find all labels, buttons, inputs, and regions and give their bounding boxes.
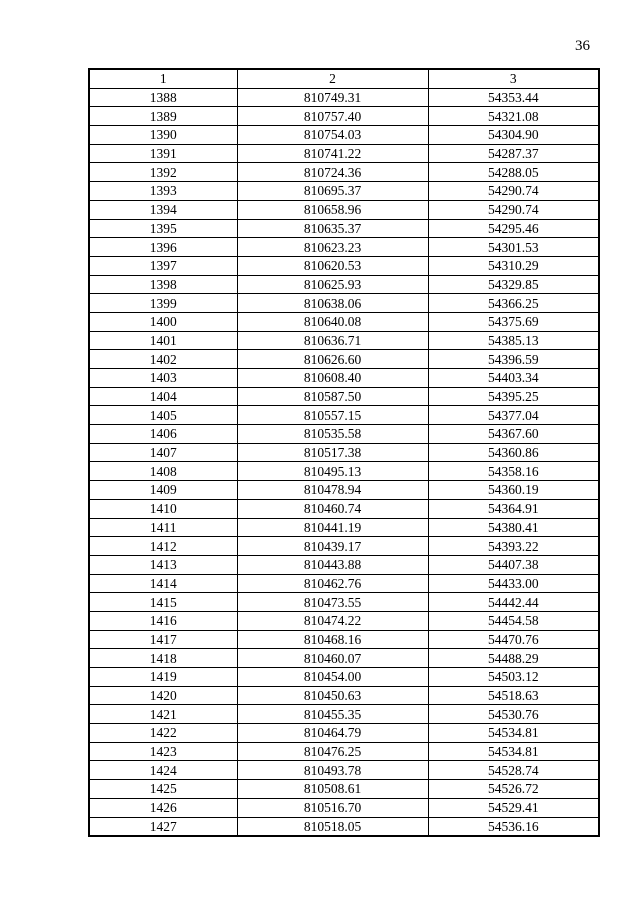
y-coordinate-cell: 54377.04 bbox=[428, 406, 599, 425]
x-coordinate-cell: 810620.53 bbox=[237, 256, 428, 275]
point-number-cell: 1408 bbox=[89, 462, 237, 481]
x-coordinate-cell: 810476.25 bbox=[237, 742, 428, 761]
y-coordinate-cell: 54329.85 bbox=[428, 275, 599, 294]
table-row bbox=[89, 406, 599, 425]
y-coordinate-cell: 54403.34 bbox=[428, 369, 599, 388]
x-coordinate-cell: 810638.06 bbox=[237, 294, 428, 313]
table-row bbox=[89, 369, 599, 388]
point-number-cell: 1398 bbox=[89, 275, 237, 294]
y-coordinate-cell: 54310.29 bbox=[428, 256, 599, 275]
table-row bbox=[89, 163, 599, 182]
y-coordinate-cell: 54358.16 bbox=[428, 462, 599, 481]
point-number-cell: 1422 bbox=[89, 724, 237, 743]
x-coordinate-cell: 810623.23 bbox=[237, 238, 428, 257]
table-row bbox=[89, 219, 599, 238]
table-row bbox=[89, 686, 599, 705]
table-row bbox=[89, 574, 599, 593]
x-coordinate-cell: 810474.22 bbox=[237, 611, 428, 630]
point-number-cell: 1418 bbox=[89, 649, 237, 668]
table-row bbox=[89, 182, 599, 201]
y-coordinate-cell: 54360.19 bbox=[428, 481, 599, 500]
point-number-cell: 1417 bbox=[89, 630, 237, 649]
table-row bbox=[89, 462, 599, 481]
y-coordinate-cell: 54385.13 bbox=[428, 331, 599, 350]
y-coordinate-cell: 54454.58 bbox=[428, 611, 599, 630]
table-row bbox=[89, 200, 599, 219]
y-coordinate-cell: 54288.05 bbox=[428, 163, 599, 182]
point-number-cell: 1421 bbox=[89, 705, 237, 724]
y-coordinate-cell: 54488.29 bbox=[428, 649, 599, 668]
point-number-cell: 1413 bbox=[89, 555, 237, 574]
column-header: 1 bbox=[89, 69, 237, 88]
point-number-cell: 1396 bbox=[89, 238, 237, 257]
point-number-cell: 1397 bbox=[89, 256, 237, 275]
y-coordinate-cell: 54287.37 bbox=[428, 144, 599, 163]
x-coordinate-cell: 810455.35 bbox=[237, 705, 428, 724]
y-coordinate-cell: 54526.72 bbox=[428, 780, 599, 799]
y-coordinate-cell: 54534.81 bbox=[428, 724, 599, 743]
x-coordinate-cell: 810757.40 bbox=[237, 107, 428, 126]
y-coordinate-cell: 54534.81 bbox=[428, 742, 599, 761]
table-row bbox=[89, 425, 599, 444]
x-coordinate-cell: 810741.22 bbox=[237, 144, 428, 163]
coordinates-table bbox=[88, 68, 600, 837]
table-row bbox=[89, 499, 599, 518]
table-row bbox=[89, 798, 599, 817]
y-coordinate-cell: 54380.41 bbox=[428, 518, 599, 537]
x-coordinate-cell: 810462.76 bbox=[237, 574, 428, 593]
point-number-cell: 1400 bbox=[89, 312, 237, 331]
x-coordinate-cell: 810724.36 bbox=[237, 163, 428, 182]
y-coordinate-cell: 54442.44 bbox=[428, 593, 599, 612]
table-row bbox=[89, 126, 599, 145]
y-coordinate-cell: 54375.69 bbox=[428, 312, 599, 331]
table-row bbox=[89, 724, 599, 743]
point-number-cell: 1425 bbox=[89, 780, 237, 799]
x-coordinate-cell: 810468.16 bbox=[237, 630, 428, 649]
x-coordinate-cell: 810626.60 bbox=[237, 350, 428, 369]
x-coordinate-cell: 810460.74 bbox=[237, 499, 428, 518]
point-number-cell: 1424 bbox=[89, 761, 237, 780]
point-number-cell: 1402 bbox=[89, 350, 237, 369]
column-header: 3 bbox=[428, 69, 599, 88]
table-row bbox=[89, 387, 599, 406]
point-number-cell: 1403 bbox=[89, 369, 237, 388]
y-coordinate-cell: 54301.53 bbox=[428, 238, 599, 257]
table-row bbox=[89, 481, 599, 500]
point-number-cell: 1416 bbox=[89, 611, 237, 630]
point-number-cell: 1392 bbox=[89, 163, 237, 182]
table-row bbox=[89, 705, 599, 724]
y-coordinate-cell: 54528.74 bbox=[428, 761, 599, 780]
point-number-cell: 1388 bbox=[89, 88, 237, 107]
table-row bbox=[89, 443, 599, 462]
x-coordinate-cell: 810635.37 bbox=[237, 219, 428, 238]
y-coordinate-cell: 54364.91 bbox=[428, 499, 599, 518]
table-row bbox=[89, 537, 599, 556]
x-coordinate-cell: 810518.05 bbox=[237, 817, 428, 836]
x-coordinate-cell: 810439.17 bbox=[237, 537, 428, 556]
x-coordinate-cell: 810495.13 bbox=[237, 462, 428, 481]
x-coordinate-cell: 810640.08 bbox=[237, 312, 428, 331]
x-coordinate-cell: 810454.00 bbox=[237, 668, 428, 687]
y-coordinate-cell: 54366.25 bbox=[428, 294, 599, 313]
point-number-cell: 1399 bbox=[89, 294, 237, 313]
y-coordinate-cell: 54470.76 bbox=[428, 630, 599, 649]
x-coordinate-cell: 810443.88 bbox=[237, 555, 428, 574]
table-row bbox=[89, 630, 599, 649]
y-coordinate-cell: 54290.74 bbox=[428, 182, 599, 201]
y-coordinate-cell: 54393.22 bbox=[428, 537, 599, 556]
x-coordinate-cell: 810478.94 bbox=[237, 481, 428, 500]
point-number-cell: 1407 bbox=[89, 443, 237, 462]
table-row bbox=[89, 144, 599, 163]
point-number-cell: 1411 bbox=[89, 518, 237, 537]
y-coordinate-cell: 54433.00 bbox=[428, 574, 599, 593]
y-coordinate-cell: 54396.59 bbox=[428, 350, 599, 369]
point-number-cell: 1389 bbox=[89, 107, 237, 126]
y-coordinate-cell: 54395.25 bbox=[428, 387, 599, 406]
point-number-cell: 1406 bbox=[89, 425, 237, 444]
x-coordinate-cell: 810695.37 bbox=[237, 182, 428, 201]
page-number: 36 bbox=[575, 38, 590, 54]
x-coordinate-cell: 810587.50 bbox=[237, 387, 428, 406]
y-coordinate-cell: 54321.08 bbox=[428, 107, 599, 126]
table-row bbox=[89, 780, 599, 799]
point-number-cell: 1410 bbox=[89, 499, 237, 518]
x-coordinate-cell: 810493.78 bbox=[237, 761, 428, 780]
table-row bbox=[89, 350, 599, 369]
x-coordinate-cell: 810460.07 bbox=[237, 649, 428, 668]
table-row bbox=[89, 331, 599, 350]
point-number-cell: 1419 bbox=[89, 668, 237, 687]
table-row bbox=[89, 649, 599, 668]
x-coordinate-cell: 810441.19 bbox=[237, 518, 428, 537]
point-number-cell: 1405 bbox=[89, 406, 237, 425]
point-number-cell: 1426 bbox=[89, 798, 237, 817]
point-number-cell: 1393 bbox=[89, 182, 237, 201]
x-coordinate-cell: 810749.31 bbox=[237, 88, 428, 107]
y-coordinate-cell: 54407.38 bbox=[428, 555, 599, 574]
x-coordinate-cell: 810535.58 bbox=[237, 425, 428, 444]
table-row bbox=[89, 611, 599, 630]
point-number-cell: 1420 bbox=[89, 686, 237, 705]
x-coordinate-cell: 810625.93 bbox=[237, 275, 428, 294]
point-number-cell: 1401 bbox=[89, 331, 237, 350]
table-row bbox=[89, 275, 599, 294]
x-coordinate-cell: 810754.03 bbox=[237, 126, 428, 145]
point-number-cell: 1412 bbox=[89, 537, 237, 556]
table-row bbox=[89, 256, 599, 275]
x-coordinate-cell: 810450.63 bbox=[237, 686, 428, 705]
y-coordinate-cell: 54295.46 bbox=[428, 219, 599, 238]
point-number-cell: 1415 bbox=[89, 593, 237, 612]
x-coordinate-cell: 810473.55 bbox=[237, 593, 428, 612]
x-coordinate-cell: 810636.71 bbox=[237, 331, 428, 350]
table-row bbox=[89, 88, 599, 107]
x-coordinate-cell: 810608.40 bbox=[237, 369, 428, 388]
y-coordinate-cell: 54360.86 bbox=[428, 443, 599, 462]
y-coordinate-cell: 54518.63 bbox=[428, 686, 599, 705]
table-row bbox=[89, 593, 599, 612]
y-coordinate-cell: 54367.60 bbox=[428, 425, 599, 444]
y-coordinate-cell: 54304.90 bbox=[428, 126, 599, 145]
header-row bbox=[89, 69, 599, 88]
table-row bbox=[89, 518, 599, 537]
column-header: 2 bbox=[237, 69, 428, 88]
y-coordinate-cell: 54536.16 bbox=[428, 817, 599, 836]
y-coordinate-cell: 54353.44 bbox=[428, 88, 599, 107]
point-number-cell: 1414 bbox=[89, 574, 237, 593]
table-row bbox=[89, 761, 599, 780]
table-row bbox=[89, 742, 599, 761]
x-coordinate-cell: 810658.96 bbox=[237, 200, 428, 219]
point-number-cell: 1391 bbox=[89, 144, 237, 163]
y-coordinate-cell: 54290.74 bbox=[428, 200, 599, 219]
x-coordinate-cell: 810508.61 bbox=[237, 780, 428, 799]
point-number-cell: 1390 bbox=[89, 126, 237, 145]
table-row bbox=[89, 555, 599, 574]
point-number-cell: 1404 bbox=[89, 387, 237, 406]
table-body bbox=[89, 88, 599, 836]
point-number-cell: 1395 bbox=[89, 219, 237, 238]
y-coordinate-cell: 54503.12 bbox=[428, 668, 599, 687]
table-row bbox=[89, 668, 599, 687]
x-coordinate-cell: 810557.15 bbox=[237, 406, 428, 425]
x-coordinate-cell: 810517.38 bbox=[237, 443, 428, 462]
point-number-cell: 1394 bbox=[89, 200, 237, 219]
table-row bbox=[89, 817, 599, 836]
table-row bbox=[89, 312, 599, 331]
y-coordinate-cell: 54529.41 bbox=[428, 798, 599, 817]
table-header bbox=[89, 69, 599, 88]
x-coordinate-cell: 810464.79 bbox=[237, 724, 428, 743]
point-number-cell: 1423 bbox=[89, 742, 237, 761]
point-number-cell: 1427 bbox=[89, 817, 237, 836]
y-coordinate-cell: 54530.76 bbox=[428, 705, 599, 724]
table-row bbox=[89, 294, 599, 313]
point-number-cell: 1409 bbox=[89, 481, 237, 500]
table-row bbox=[89, 238, 599, 257]
table-row bbox=[89, 107, 599, 126]
x-coordinate-cell: 810516.70 bbox=[237, 798, 428, 817]
